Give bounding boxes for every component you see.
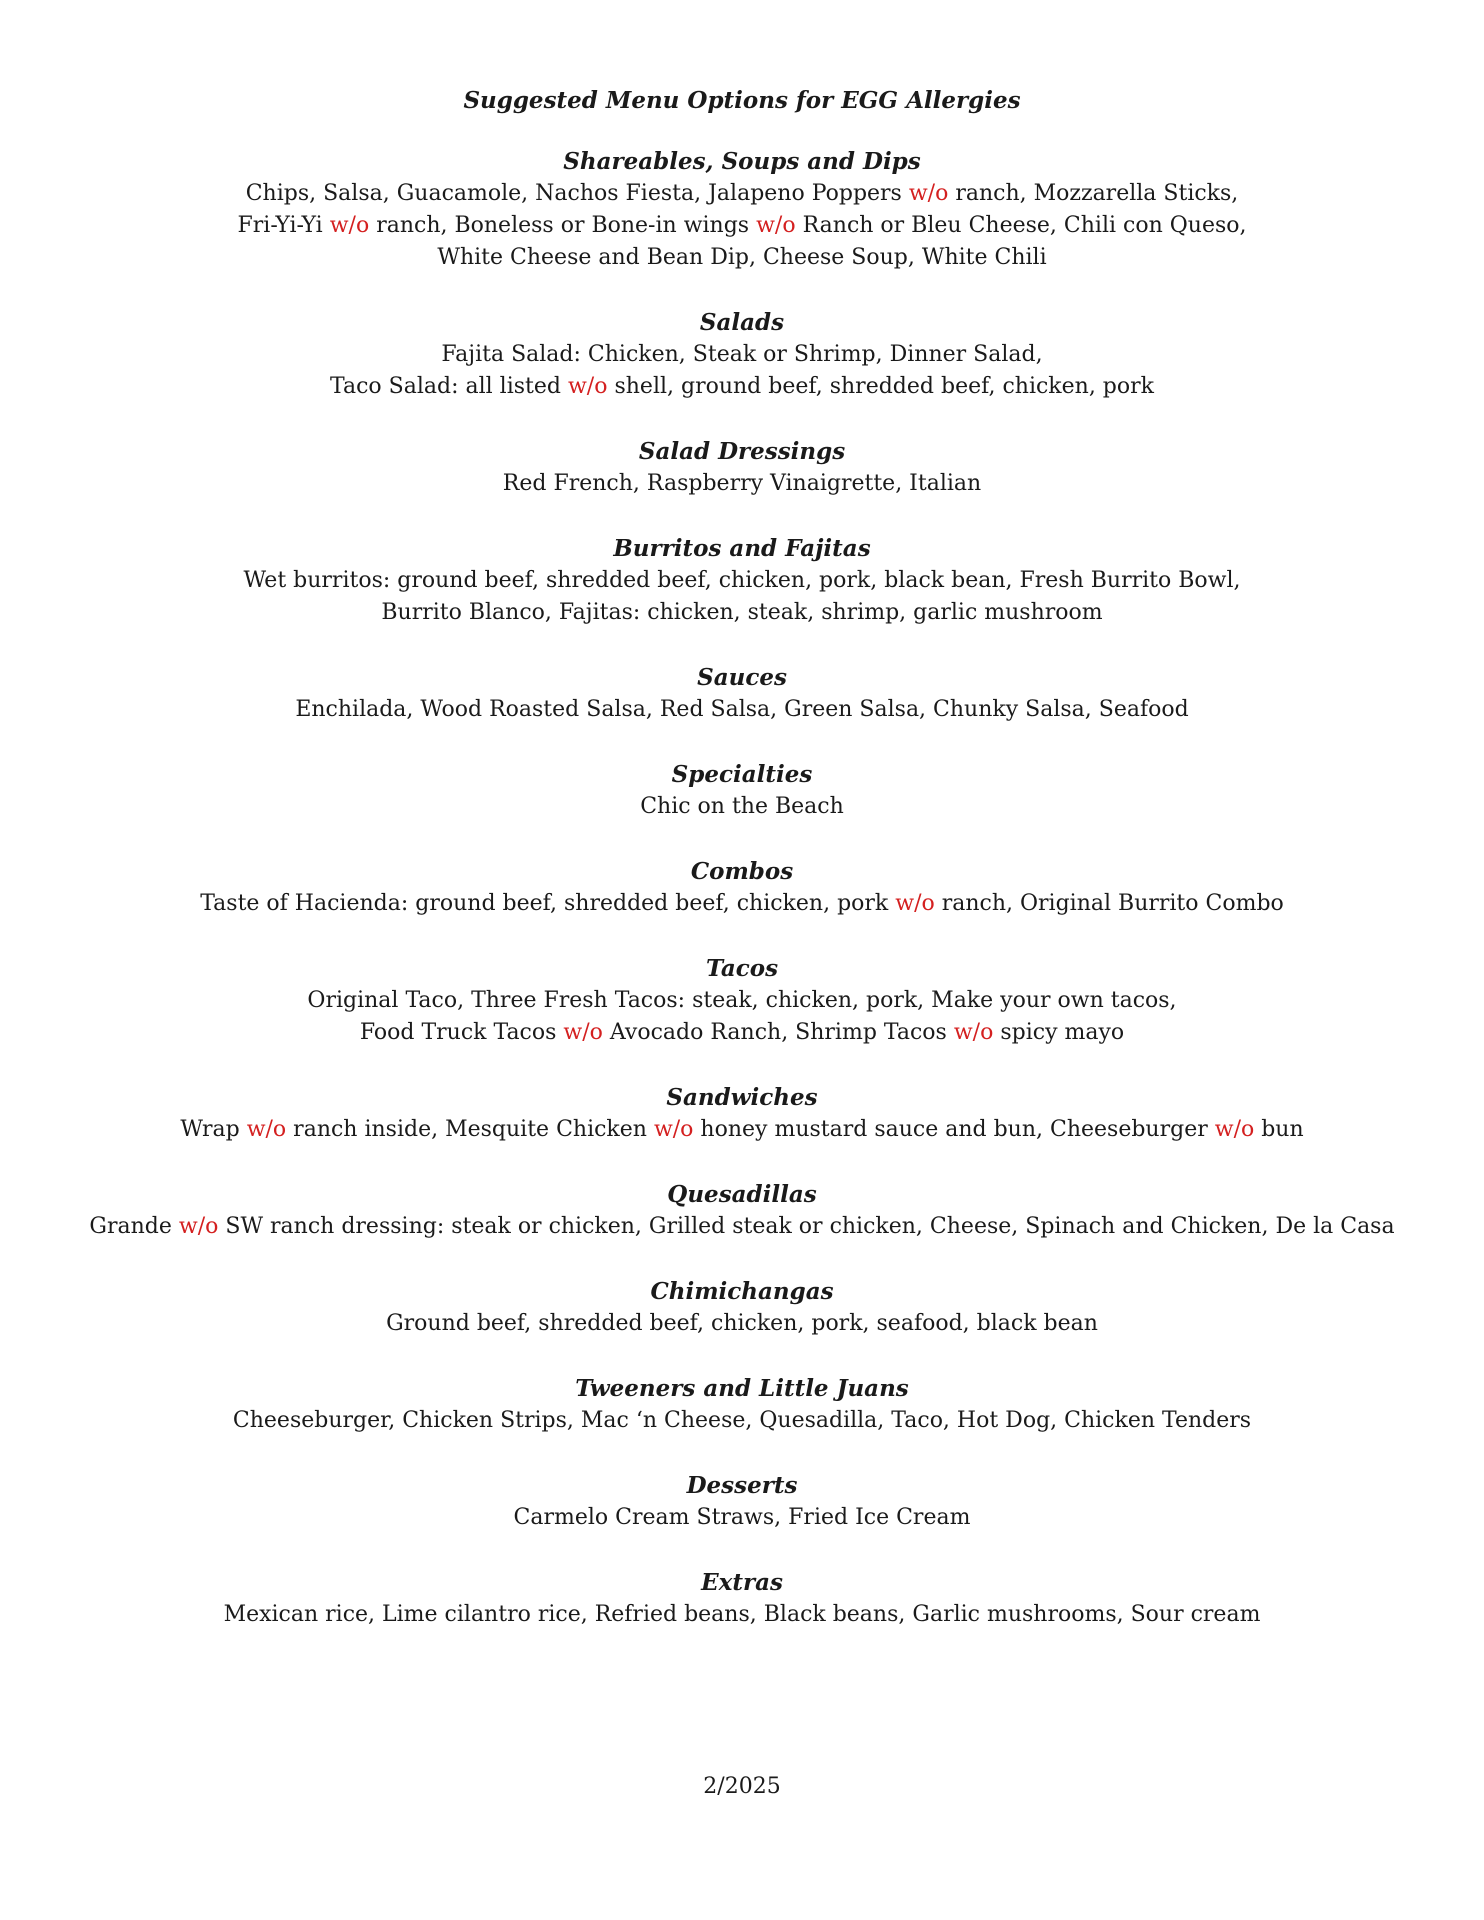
menu-items-line	[0, 339, 1484, 371]
menu-items-line	[0, 791, 1484, 823]
menu-items-text: Original Taco, Three Fresh Tacos: steak, chicken, pork, Make your own tacos,	[307, 988, 1177, 1013]
menu-items-text: spicy mayo	[993, 1020, 1125, 1045]
section-heading: Quesadillas	[667, 1181, 817, 1208]
without-marker: w/o	[653, 1117, 694, 1142]
section-heading: Salads	[699, 309, 785, 336]
menu-items-text: Mexican rice, Lime cilantro rice, Refried beans, Black beans, Garlic mushrooms, Sour cream	[223, 1602, 1261, 1627]
menu-items-text: ranch, Boneless or Bone-in wings	[369, 213, 757, 238]
section-desserts	[0, 1470, 1484, 1534]
section-shareables	[0, 146, 1484, 274]
menu-items-line	[0, 1017, 1484, 1049]
menu-items-text: Cheeseburger, Chicken Strips, Mac ‘n Cheese, Quesadilla, Taco, Hot Dog, Chicken Tenders	[232, 1408, 1252, 1433]
without-marker: w/o	[756, 213, 796, 238]
menu-items-text: Avocado Ranch, Shrimp Tacos	[602, 1020, 954, 1045]
menu-items-text: Chips, Salsa, Guacamole, Nachos Fiesta, Jalapeno Poppers	[245, 181, 909, 206]
section-heading: Combos	[690, 858, 794, 885]
menu-items-text: SW ranch dressing: steak or chicken, Grilled steak or chicken, Cheese, Spinach and Chicken, De la Casa	[218, 1214, 1395, 1239]
menu-items-text: ranch inside, Mesquite Chicken	[286, 1117, 654, 1142]
menu-items-text: Carmelo Cream Straws, Fried Ice Cream	[513, 1505, 971, 1530]
section-sauces	[0, 662, 1484, 726]
menu-items-line	[0, 371, 1484, 403]
section-burritos-fajitas	[0, 533, 1484, 629]
without-marker: w/o	[895, 891, 935, 916]
without-marker: w/o	[1214, 1117, 1255, 1142]
section-quesadillas	[0, 1179, 1484, 1243]
section-chimichangas	[0, 1276, 1484, 1340]
section-salads	[0, 307, 1484, 403]
menu-items-text: Red French, Raspberry Vinaigrette, Italian	[502, 471, 982, 496]
menu-items-text: Taco Salad: all listed	[330, 374, 568, 399]
section-tacos	[0, 953, 1484, 1049]
menu-items-line	[0, 985, 1484, 1017]
section-heading: Desserts	[686, 1472, 798, 1499]
menu-items-text: Wrap	[180, 1117, 247, 1142]
page-date-footer: 2/2025	[703, 1774, 781, 1799]
menu-items-line	[0, 1502, 1484, 1534]
menu-items-text: Burrito Blanco, Fajitas: chicken, steak, shrimp, garlic mushroom	[381, 600, 1103, 625]
section-heading: Salad Dressings	[638, 438, 846, 465]
without-marker: w/o	[246, 1117, 287, 1142]
without-marker: w/o	[953, 1020, 994, 1045]
section-heading: Tweeners and Little Juans	[575, 1375, 909, 1402]
section-heading: Burritos and Fajitas	[613, 535, 871, 562]
menu-items-text: White Cheese and Bean Dip, Cheese Soup, White Chili	[437, 245, 1047, 270]
menu-items-text: ranch, Mozzarella Sticks,	[948, 181, 1239, 206]
without-marker: w/o	[908, 181, 949, 206]
menu-items-line	[0, 468, 1484, 500]
menu-items-line	[0, 565, 1484, 597]
menu-items-line	[0, 178, 1484, 210]
menu-items-line	[0, 1308, 1484, 1340]
menu-items-line	[0, 1211, 1484, 1243]
section-heading: Shareables, Soups and Dips	[563, 148, 921, 175]
menu-items-text: Ground beef, shredded beef, chicken, pork, seafood, black bean	[386, 1311, 1098, 1336]
without-marker: w/o	[329, 213, 370, 238]
menu-items-line	[0, 1599, 1484, 1631]
menu-items-line	[0, 1405, 1484, 1437]
without-marker: w/o	[563, 1020, 603, 1045]
section-specialties	[0, 759, 1484, 823]
section-salad-dressings	[0, 436, 1484, 500]
without-marker: w/o	[178, 1214, 219, 1239]
menu-items-text: ranch, Original Burrito Combo	[934, 891, 1284, 916]
section-heading: Chimichangas	[650, 1278, 834, 1305]
menu-items-line	[0, 1114, 1484, 1146]
section-heading: Sauces	[697, 664, 787, 691]
menu-items-text: Ranch or Bleu Cheese, Chili con Queso,	[795, 213, 1247, 238]
section-heading: Sandwiches	[666, 1084, 818, 1111]
menu-items-line	[0, 694, 1484, 726]
menu-items-line	[0, 210, 1484, 242]
menu-items-text: shell, ground beef, shredded beef, chicken, pork	[607, 374, 1154, 399]
section-combos	[0, 856, 1484, 920]
section-heading: Extras	[701, 1569, 783, 1596]
menu-items-text: Fri-Yi-Yi	[237, 213, 330, 238]
menu-items-line	[0, 888, 1484, 920]
menu-items-text: Grande	[89, 1214, 179, 1239]
menu-items-text: honey mustard sauce and bun, Cheeseburger	[693, 1117, 1215, 1142]
menu-items-line	[0, 597, 1484, 629]
section-sandwiches	[0, 1082, 1484, 1146]
menu-items-text: Enchilada, Wood Roasted Salsa, Red Salsa, Green Salsa, Chunky Salsa, Seafood	[295, 697, 1189, 722]
menu-items-text: Taste of Hacienda: ground beef, shredded beef, chicken, pork	[200, 891, 896, 916]
section-heading: Tacos	[705, 955, 779, 982]
without-marker: w/o	[567, 374, 608, 399]
section-tweeners	[0, 1373, 1484, 1437]
menu-items-text: Wet burritos: ground beef, shredded beef, chicken, pork, black bean, Fresh Burrito Bowl,	[243, 568, 1241, 593]
section-heading: Specialties	[671, 761, 813, 788]
page-title: Suggested Menu Options for EGG Allergies	[463, 87, 1021, 114]
menu-items-text: bun	[1254, 1117, 1304, 1142]
menu-items-text: Fajita Salad: Chicken, Steak or Shrimp, Dinner Salad,	[441, 342, 1043, 367]
section-extras	[0, 1567, 1484, 1631]
menu-items-line	[0, 242, 1484, 274]
menu-items-text: Chic on the Beach	[640, 794, 844, 819]
menu-items-text: Food Truck Tacos	[359, 1020, 564, 1045]
